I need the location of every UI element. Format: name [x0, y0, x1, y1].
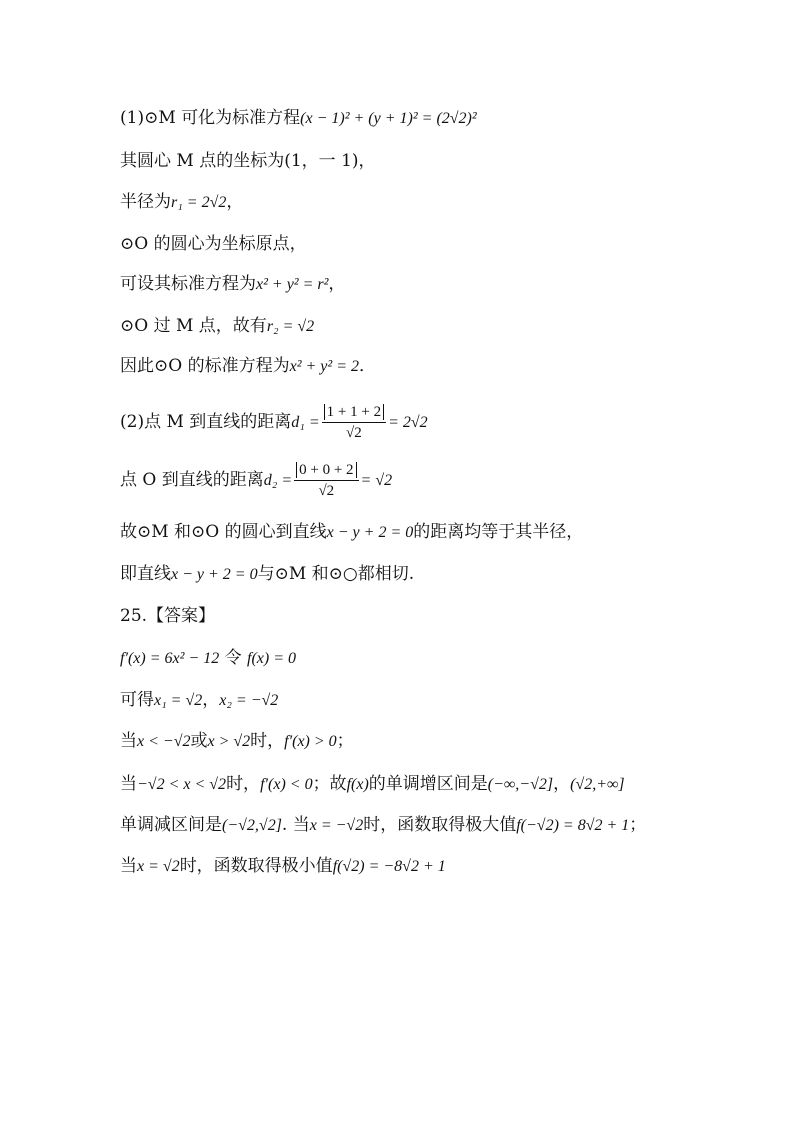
math-expression: d₂ =: [263, 472, 293, 489]
line-text: (1)⊙M 可化为标准方程: [120, 108, 301, 128]
math-expression: f(x) = 0: [247, 650, 297, 667]
line-text: 与⊙M 和⊙○都相切.: [257, 564, 415, 584]
math-expression: x = −√2: [309, 817, 364, 834]
math-expression: = √2: [360, 472, 393, 489]
line-text: 其圆心 M 点的坐标为(1，一 1)，: [120, 151, 376, 171]
line-text: 当: [120, 731, 137, 751]
line-text: 当: [120, 774, 137, 794]
line-text: 半径为: [120, 192, 171, 212]
math-expression: f(√2) = −8√2 + 1: [332, 858, 446, 875]
fraction-denominator: √2: [346, 425, 362, 441]
math-expression: f′(x) > 0: [284, 733, 337, 750]
text-line: [120, 811, 646, 839]
line-text: 即直线: [120, 564, 171, 584]
distance-fraction: [322, 402, 386, 443]
math-expression: (x − 1)² + (y + 1)² = (2√2)²: [300, 110, 477, 127]
line-text: ；: [629, 815, 647, 835]
line-text: 的单调增区间是: [368, 774, 488, 794]
text-line: [120, 518, 583, 546]
math-expression: f(−√2) = 8√2 + 1: [516, 817, 630, 834]
line-text: 故⊙M 和⊙O 的圆心到直线: [120, 522, 327, 542]
line-text: 时，函数取得极大值: [363, 815, 517, 835]
fraction-numerator: 1 + 1 + 2: [324, 404, 384, 420]
fraction-numerator: 0 + 0 + 2: [296, 462, 356, 478]
math-expression: x − y + 2 = 0: [171, 566, 258, 583]
math-expression: x² + y² = r²: [256, 276, 329, 293]
line-text: . 当: [281, 815, 310, 835]
text-line: [120, 560, 414, 588]
fraction-denominator: √2: [318, 483, 335, 499]
line-text: 令: [219, 648, 248, 668]
math-expression: f(x): [346, 776, 369, 793]
text-line: [120, 770, 625, 798]
text-line: [120, 400, 428, 444]
line-text: 因此⊙O 的标准方程为: [120, 356, 290, 376]
math-expression: x² + y² = 2: [289, 358, 359, 375]
line-text: 时，: [226, 774, 261, 794]
line-text: 当: [120, 856, 137, 876]
text-line: [120, 686, 278, 714]
line-text: ，: [328, 274, 346, 294]
line-text: ，: [553, 774, 571, 794]
text-line: [120, 188, 243, 216]
distance-fraction: [294, 460, 358, 501]
math-expression: x₂ = −√2: [219, 692, 279, 709]
math-expression: r₁ = 2√2: [171, 194, 227, 211]
line-text: ⊙O 的圆心为坐标原点，: [120, 234, 307, 254]
line-text: ；故: [312, 774, 347, 794]
line-text: ；: [336, 731, 354, 751]
math-expression: x₁ = √2: [154, 692, 203, 709]
math-expression: (−√2,√2]: [222, 817, 282, 834]
line-text: 的距离均等于其半径，: [413, 522, 584, 542]
text-line: [120, 104, 477, 132]
line-text: 可得: [120, 690, 154, 710]
math-expression: f′(x) < 0: [260, 776, 313, 793]
line-text: 25.【答案】: [120, 606, 216, 626]
line-text: 点 O 到直线的距离: [120, 470, 264, 490]
text-line: [120, 852, 446, 880]
math-expression: x − y + 2 = 0: [326, 524, 414, 541]
math-expression: x < −√2: [137, 733, 191, 750]
line-text: 或: [190, 731, 208, 751]
text-line: [120, 270, 345, 298]
math-expression: x > √2: [207, 733, 251, 750]
line-text: ⊙O 过 M 点，故有: [120, 316, 267, 336]
math-expression: r₂ = √2: [266, 318, 315, 335]
line-text: 可设其标准方程为: [120, 274, 256, 294]
math-expression: −√2 < x < √2: [137, 776, 227, 793]
math-expression: d₁ =: [291, 414, 320, 431]
answer-heading: [120, 602, 215, 630]
math-expression: (−∞,−√2]: [487, 776, 554, 793]
line-text: 时，函数取得极小值: [179, 856, 333, 876]
math-expression: f′(x) = 6x² − 12: [120, 650, 220, 667]
line-text: ，: [202, 690, 220, 710]
line-text: ，: [226, 192, 244, 212]
math-expression: x = √2: [137, 858, 180, 875]
text-line: [120, 352, 376, 380]
text-line: [120, 147, 376, 175]
text-line: [120, 727, 354, 755]
math-expression: (√2,+∞]: [570, 776, 625, 793]
text-line: [120, 644, 296, 672]
text-line: [120, 458, 392, 502]
line-text: 时，: [250, 731, 285, 751]
line-text: 单调减区间是: [120, 815, 222, 835]
line-text: ．: [358, 356, 376, 376]
text-line: [120, 312, 314, 340]
text-line: [120, 230, 307, 258]
line-text: (2)点 M 到直线的距离: [120, 412, 292, 432]
math-expression: = 2√2: [388, 414, 428, 431]
